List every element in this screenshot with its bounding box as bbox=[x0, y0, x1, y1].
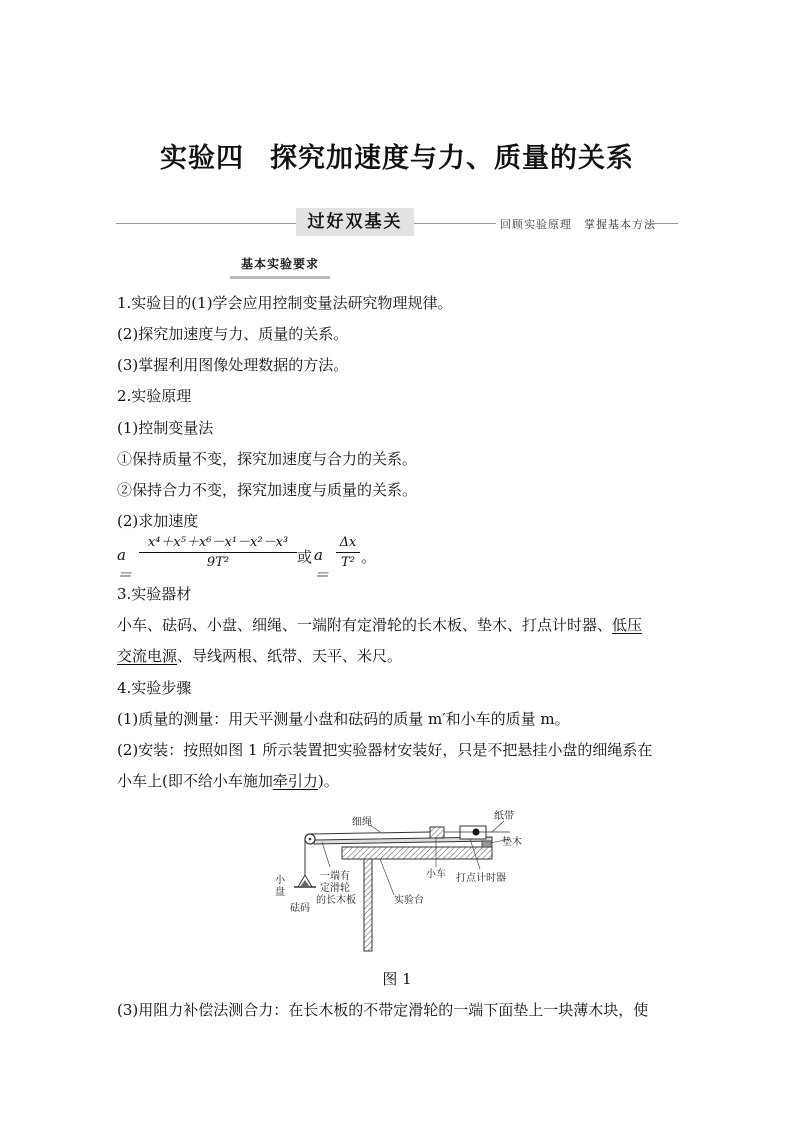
paragraph: (2)安装：按照如图 1 所示装置把实验器材安装好，只是不把悬挂小盘的细绳系在 bbox=[117, 741, 653, 759]
formula-or: 或 bbox=[297, 548, 313, 566]
cart-icon bbox=[430, 827, 444, 838]
paragraph: (3)用阻力补偿法测合力：在长木板的不带定滑轮的一端下面垫上一块薄木块，使 bbox=[117, 1001, 649, 1019]
fraction-denominator: T² bbox=[341, 555, 355, 570]
paragraph: (2)探究加速度与力、质量的关系。 bbox=[117, 325, 349, 343]
fraction-numerator: Δx bbox=[336, 534, 360, 553]
label-pan-1: 小 bbox=[275, 875, 285, 886]
label-tape: 纸带 bbox=[494, 811, 514, 822]
paragraph: ①保持质量不变，探究加速度与合力的关系。 bbox=[117, 450, 418, 468]
apparatus-figure bbox=[270, 805, 530, 957]
paragraph: 3.实验器材 bbox=[117, 585, 192, 603]
underlined-term: 交流电源 bbox=[117, 647, 178, 665]
paragraph: (2)求加速度 bbox=[117, 512, 199, 530]
paragraph: (1)控制变量法 bbox=[117, 419, 214, 437]
label-rope: 细绳 bbox=[352, 817, 372, 828]
paragraph: 1.实验目的(1)学会应用控制变量法研究物理规律。 bbox=[117, 294, 453, 312]
label-table: 实验台 bbox=[394, 895, 424, 906]
label-board-2: 定滑轮 bbox=[320, 883, 350, 894]
text-run: 小车、砝码、小盘、细绳、一端附有定滑轮的长木板、垫木、打点计时器、 bbox=[117, 616, 613, 634]
text-run: 小车上(即不给小车施加 bbox=[117, 772, 273, 790]
formula-fraction-1 bbox=[139, 534, 297, 573]
wooden-block bbox=[482, 841, 492, 847]
page-title bbox=[0, 136, 794, 175]
paragraph bbox=[117, 771, 339, 791]
paragraph: 4.实验步骤 bbox=[117, 679, 192, 697]
table-top bbox=[342, 847, 492, 859]
banner-line-left bbox=[116, 223, 296, 224]
text-run: 、导线两根、纸带、天平、米尺。 bbox=[177, 647, 403, 665]
label-board-1: 一端有 bbox=[320, 871, 350, 882]
paragraph: (3)掌握利用图像处理数据的方法。 bbox=[117, 356, 349, 374]
rope-line bbox=[310, 832, 430, 834]
paragraph: (1)质量的测量：用天平测量小盘和砝码的质量 m′和小车的质量 m。 bbox=[117, 710, 570, 728]
paragraph bbox=[117, 646, 402, 666]
underlined-term: 低压 bbox=[612, 616, 643, 634]
label-timer: 打点计时器 bbox=[456, 873, 506, 884]
label-block: 垫木 bbox=[502, 837, 522, 848]
banner-line-mid bbox=[414, 223, 496, 224]
formula-end: 。 bbox=[361, 548, 377, 566]
title-part-2: 探究加速度与力、质量的关系 bbox=[270, 143, 634, 174]
formula-lhs-2: a＝ bbox=[314, 546, 330, 584]
figure-caption: 图 1 bbox=[382, 970, 412, 988]
text-run: )。 bbox=[317, 772, 339, 790]
banner-line-right bbox=[646, 223, 678, 224]
title-part-1: 实验四 bbox=[160, 143, 244, 174]
fraction-denominator: 9T² bbox=[206, 555, 230, 570]
label-board-3: 的长木板 bbox=[316, 895, 356, 906]
paragraph bbox=[117, 615, 642, 635]
formula-fraction-2 bbox=[336, 534, 360, 573]
label-weights: 砝码 bbox=[290, 903, 310, 914]
section-tab: 过好双基关 bbox=[296, 208, 414, 236]
fraction-numerator: x⁴＋x⁵＋x⁶－x¹－x²－x³ bbox=[139, 534, 297, 553]
label-cart: 小车 bbox=[426, 869, 446, 880]
section-banner bbox=[116, 208, 678, 238]
paragraph: ②保持合力不变，探究加速度与质量的关系。 bbox=[117, 481, 418, 499]
formula-lhs: a＝ bbox=[117, 546, 133, 584]
subsection-heading: 基本实验要求 bbox=[230, 254, 330, 279]
label-pan-2: 盘 bbox=[275, 887, 285, 898]
section-tagline: 回顾实验原理 掌握基本方法 bbox=[500, 218, 656, 231]
paragraph: 2.实验原理 bbox=[117, 387, 192, 405]
underlined-term: 牵引力 bbox=[272, 772, 318, 790]
table-leg bbox=[364, 859, 372, 951]
